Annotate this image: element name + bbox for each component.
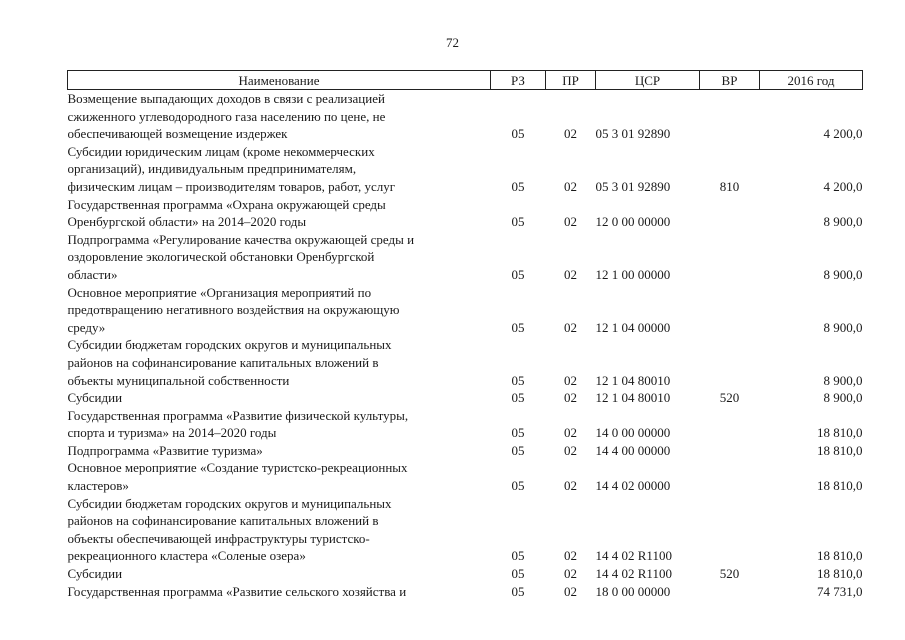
row-vr xyxy=(700,495,760,565)
row-vr xyxy=(700,90,760,143)
row-name xyxy=(68,407,491,442)
row-name xyxy=(68,442,491,460)
column-header-name: Наименование xyxy=(68,71,491,90)
row-rz: 05 xyxy=(511,425,525,441)
row-name-line: области» xyxy=(67,266,118,282)
row-vr xyxy=(700,284,760,337)
row-name-line: Субсидии бюджетам городских округов и муниципальных xyxy=(67,337,392,353)
row-name-line: Субсидии бюджетам городских округов и муниципальных xyxy=(67,495,392,511)
row-pr: 02 xyxy=(564,214,577,230)
row-pr: 02 xyxy=(564,548,577,564)
row-name-line: Государственная программа «Развитие физической культуры, xyxy=(67,407,409,423)
row-name-line: обеспечивающей возмещение издержек xyxy=(67,126,288,142)
row-csr: 12 0 00 00000 xyxy=(595,214,671,230)
row-name-line: Возмещение выпадающих доходов в связи с реализацией xyxy=(67,91,385,106)
table-row xyxy=(68,583,863,601)
row-vr: 520 xyxy=(719,566,740,582)
row-name-line: районов на софинансирование капитальных вложений в xyxy=(67,354,379,370)
row-sum: 8 900,0 xyxy=(823,266,863,282)
row-name-line: рекреационного кластера «Соленые озера» xyxy=(67,548,306,564)
column-header-vr: ВР xyxy=(700,71,760,90)
row-name-line: сжиженного углеводородного газа населению по цене, не xyxy=(67,108,386,124)
row-vr xyxy=(700,407,760,442)
row-name-line: Подпрограмма «Развитие туризма» xyxy=(67,442,263,458)
row-csr: 05 3 01 92890 xyxy=(595,126,671,142)
row-sum: 8 900,0 xyxy=(823,390,863,406)
row-csr: 14 4 02 R1100 xyxy=(595,566,672,582)
row-csr: 18 0 00 00000 xyxy=(595,583,671,599)
row-pr: 02 xyxy=(564,372,577,388)
row-vr xyxy=(700,336,760,389)
row-csr: 14 4 02 00000 xyxy=(595,478,671,494)
table-body xyxy=(68,90,863,601)
row-rz: 05 xyxy=(511,583,525,599)
row-name xyxy=(68,90,491,143)
row-name-line: объекты обеспечивающей инфраструктуры туристско- xyxy=(67,530,370,546)
row-name-line: спорта и туризма» на 2014–2020 годы xyxy=(67,425,277,441)
table-row xyxy=(68,284,863,337)
column-header-csr: ЦСР xyxy=(596,71,700,90)
row-name-line: среду» xyxy=(67,319,106,335)
row-csr: 14 4 00 00000 xyxy=(595,442,671,458)
row-rz: 05 xyxy=(511,126,525,142)
row-name-line: Субсидии xyxy=(67,390,123,406)
row-name-line: Подпрограмма «Регулирование качества окружающей среды и xyxy=(67,231,415,247)
table-row xyxy=(68,565,863,583)
row-sum: 4 200,0 xyxy=(823,126,863,142)
row-csr: 05 3 01 92890 xyxy=(595,178,671,194)
row-vr: 810 xyxy=(719,178,740,194)
row-csr: 14 4 02 R1100 xyxy=(595,548,672,564)
row-vr xyxy=(700,196,760,231)
row-name xyxy=(68,389,491,407)
row-name-line: Основное мероприятие «Организация мероприятий по xyxy=(67,284,372,300)
row-rz: 05 xyxy=(511,319,525,335)
row-name-line: Субсидии юридическим лицам (кроме некоммерческих xyxy=(67,143,375,159)
table-row xyxy=(68,196,863,231)
row-csr: 12 1 04 80010 xyxy=(595,372,671,388)
table-row xyxy=(68,459,863,494)
table-row xyxy=(68,389,863,407)
row-rz: 05 xyxy=(511,372,525,388)
row-name-line: Основное мероприятие «Создание туристско-рекреационных xyxy=(67,460,408,476)
row-rz: 05 xyxy=(511,566,525,582)
row-pr: 02 xyxy=(564,566,577,582)
row-rz: 05 xyxy=(511,178,525,194)
page-number: 72 xyxy=(446,35,459,50)
row-pr: 02 xyxy=(564,178,577,194)
row-name xyxy=(68,231,491,284)
row-name xyxy=(68,284,491,337)
row-vr xyxy=(700,231,760,284)
row-sum: 18 810,0 xyxy=(817,478,863,494)
row-name xyxy=(68,495,491,565)
row-rz: 05 xyxy=(511,548,525,564)
row-name xyxy=(68,583,491,601)
row-name-line: предотвращению негативного воздействия на окружающую xyxy=(67,302,400,318)
row-vr xyxy=(700,459,760,494)
column-header-pr: ПР xyxy=(546,71,596,90)
row-sum: 18 810,0 xyxy=(817,548,863,564)
row-vr xyxy=(700,442,760,460)
row-csr: 14 0 00 00000 xyxy=(595,425,671,441)
row-csr: 12 1 00 00000 xyxy=(595,266,671,282)
row-name-line: Государственная программа «Охрана окружающей среды xyxy=(67,196,386,212)
row-pr: 02 xyxy=(564,442,577,458)
row-rz: 05 xyxy=(511,214,525,230)
column-header-sum: 2016 год xyxy=(760,71,863,90)
row-vr xyxy=(700,583,760,601)
row-vr: 520 xyxy=(719,390,740,406)
table-row xyxy=(68,231,863,284)
row-name-line: Субсидии xyxy=(67,566,123,582)
row-name xyxy=(68,143,491,196)
row-name-line: Оренбургской области» на 2014–2020 годы xyxy=(67,214,307,230)
table-row xyxy=(68,407,863,442)
row-rz: 05 xyxy=(511,442,525,458)
row-name-line: организаций), индивидуальным предпринимателям, xyxy=(67,161,357,177)
row-name-line: объекты муниципальной собственности xyxy=(67,372,290,388)
row-sum: 18 810,0 xyxy=(817,442,863,458)
row-name xyxy=(68,459,491,494)
budget-table xyxy=(67,70,863,600)
row-pr: 02 xyxy=(564,319,577,335)
table-row xyxy=(68,143,863,196)
row-name-line: Государственная программа «Развитие сельского хозяйства и xyxy=(67,583,407,599)
row-name-line: оздоровление экологической обстановки Оренбургской xyxy=(67,249,375,265)
table-header xyxy=(68,71,863,90)
row-rz: 05 xyxy=(511,478,525,494)
row-pr: 02 xyxy=(564,390,577,406)
row-name-line: физическим лицам – производителям товаров, работ, услуг xyxy=(67,178,396,194)
row-name xyxy=(68,336,491,389)
row-name xyxy=(68,196,491,231)
row-pr: 02 xyxy=(564,583,577,599)
row-sum: 18 810,0 xyxy=(817,425,863,441)
row-rz: 05 xyxy=(511,266,525,282)
row-csr: 12 1 04 00000 xyxy=(595,319,671,335)
row-pr: 02 xyxy=(564,478,577,494)
row-rz: 05 xyxy=(511,390,525,406)
row-pr: 02 xyxy=(564,266,577,282)
row-sum: 8 900,0 xyxy=(823,319,863,335)
row-sum: 8 900,0 xyxy=(823,372,863,388)
row-sum: 18 810,0 xyxy=(817,566,863,582)
row-sum: 4 200,0 xyxy=(823,178,863,194)
row-csr: 12 1 04 80010 xyxy=(595,390,671,406)
table-row xyxy=(68,442,863,460)
row-pr: 02 xyxy=(564,425,577,441)
row-sum: 8 900,0 xyxy=(823,214,863,230)
row-name-line: кластеров» xyxy=(67,478,129,494)
table-row xyxy=(68,90,863,143)
row-name-line: районов на софинансирование капитальных вложений в xyxy=(67,513,379,529)
row-name xyxy=(68,565,491,583)
row-pr: 02 xyxy=(564,126,577,142)
column-header-rz: РЗ xyxy=(491,71,546,90)
table-row xyxy=(68,495,863,565)
table-row xyxy=(68,336,863,389)
row-sum: 74 731,0 xyxy=(817,583,863,599)
